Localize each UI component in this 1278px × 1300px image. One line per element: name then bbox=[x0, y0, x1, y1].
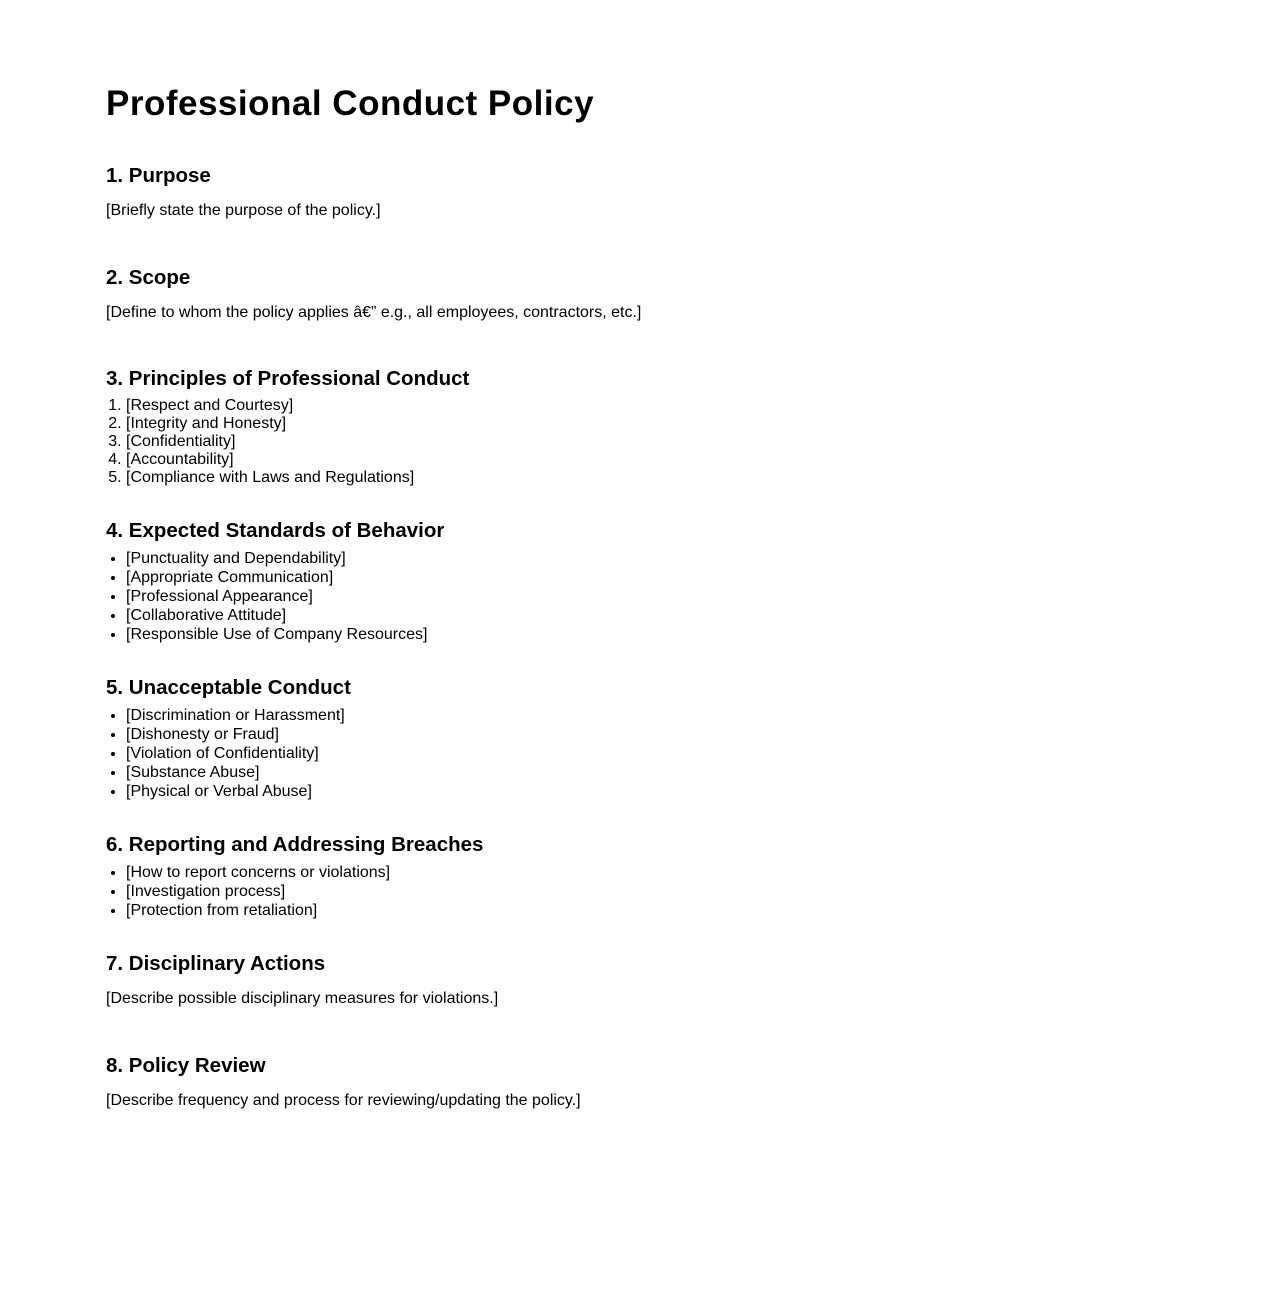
section-heading: 4. Expected Standards of Behavior bbox=[106, 519, 445, 542]
section-heading: 8. Policy Review bbox=[106, 1054, 266, 1077]
list-item: 4. [Accountability] bbox=[126, 451, 1278, 469]
list-item: • [Punctuality and Dependability] bbox=[126, 549, 1278, 568]
section-heading: 1. Purpose bbox=[106, 164, 211, 187]
list-item: • [Substance Abuse] bbox=[126, 763, 1278, 782]
list-item: • [Violation of Confidentiality] bbox=[126, 744, 1278, 763]
bullet-list bbox=[106, 549, 1278, 644]
list-item: • [Appropriate Communication] bbox=[126, 568, 1278, 587]
section-principles bbox=[106, 367, 1278, 487]
list-item: • [Physical or Verbal Abuse] bbox=[126, 782, 1278, 801]
list-item: 2. [Integrity and Honesty] bbox=[126, 415, 1278, 433]
section-heading: 7. Disciplinary Actions bbox=[106, 952, 326, 975]
list-item: • [Professional Appearance] bbox=[126, 587, 1278, 606]
section-expected-standards bbox=[106, 519, 1278, 644]
section-disciplinary-actions bbox=[106, 952, 1278, 1008]
section-body: [Describe possible disciplinary measures for violations.] bbox=[106, 990, 499, 1007]
section-reporting bbox=[106, 833, 1278, 920]
list-item: • [Dishonesty or Fraud] bbox=[126, 725, 1278, 744]
section-purpose bbox=[106, 164, 1278, 220]
section-scope bbox=[106, 266, 1278, 322]
section-heading: 5. Unacceptable Conduct bbox=[106, 676, 351, 699]
list-item: • [Collaborative Attitude] bbox=[126, 606, 1278, 625]
list-item: 3. [Confidentiality] bbox=[126, 433, 1278, 451]
list-item: • [Discrimination or Harassment] bbox=[126, 706, 1278, 725]
numbered-list bbox=[106, 397, 1278, 487]
section-policy-review bbox=[106, 1054, 1278, 1110]
section-heading: 6. Reporting and Addressing Breaches bbox=[106, 833, 484, 856]
section-heading: 3. Principles of Professional Conduct bbox=[106, 367, 470, 390]
bullet-list bbox=[106, 863, 1278, 920]
section-body: [Define to whom the policy applies â€” e.g., all employees, contractors, etc.] bbox=[106, 304, 642, 321]
list-item: • [Protection from retaliation] bbox=[126, 901, 1278, 920]
section-body: [Briefly state the purpose of the policy.] bbox=[106, 202, 381, 219]
list-item: • [How to report concerns or violations] bbox=[126, 863, 1278, 882]
page-title: Professional Conduct Policy bbox=[106, 84, 595, 123]
list-item: 1. [Respect and Courtesy] bbox=[126, 397, 1278, 415]
list-item: 5. [Compliance with Laws and Regulations] bbox=[126, 469, 1278, 487]
section-unacceptable-conduct bbox=[106, 676, 1278, 801]
bullet-list bbox=[106, 706, 1278, 801]
list-item: • [Investigation process] bbox=[126, 882, 1278, 901]
section-body: [Describe frequency and process for reviewing/updating the policy.] bbox=[106, 1092, 581, 1109]
list-item: • [Responsible Use of Company Resources] bbox=[126, 625, 1278, 644]
section-heading: 2. Scope bbox=[106, 266, 191, 289]
